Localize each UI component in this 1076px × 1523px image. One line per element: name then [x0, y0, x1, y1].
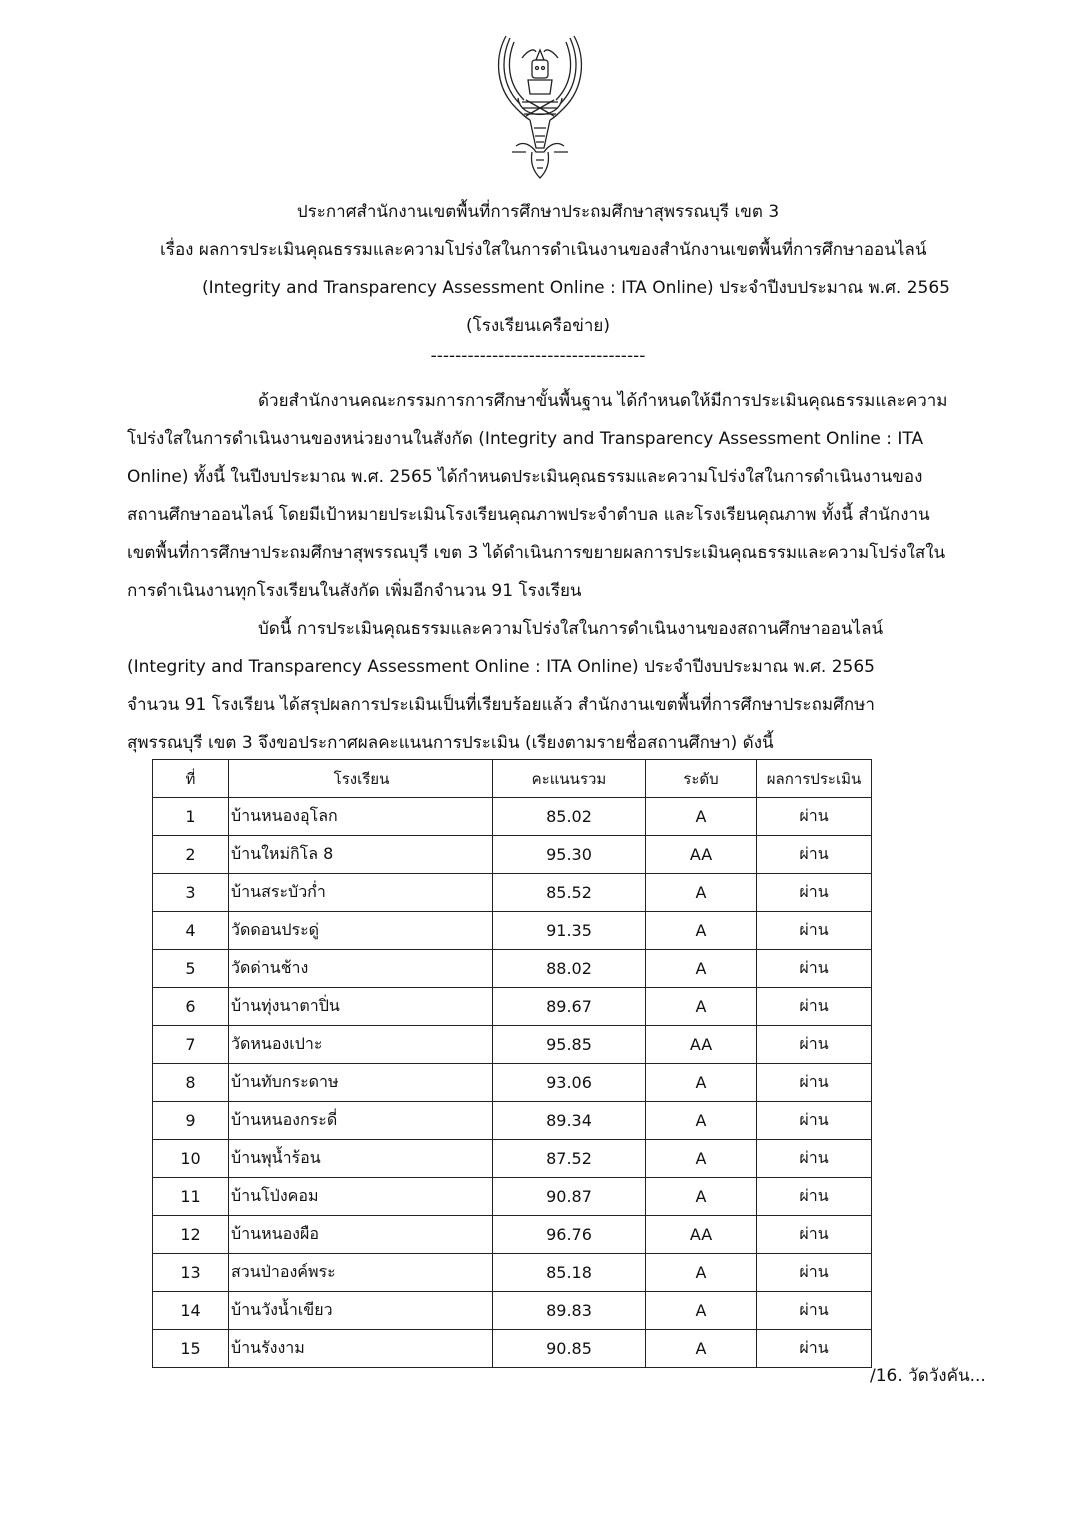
table-row	[153, 1216, 872, 1254]
assessment-result: ผ่าน	[757, 1292, 872, 1330]
paragraph-1-line-6: การดำเนินงานทุกโรงเรียนในสังกัด เพิ่มอีกจำนวน 91 โรงเรียน	[127, 581, 582, 601]
total-score: 85.02	[493, 798, 646, 836]
total-score: 91.35	[493, 912, 646, 950]
total-score: 90.85	[493, 1330, 646, 1368]
paragraph-2-line-3: จำนวน 91 โรงเรียน ได้สรุปผลการประเมินเป็นที่เรียบร้อยแล้ว สำนักงานเขตพื้นที่การศึกษาประถมศึกษา	[127, 695, 875, 715]
school-name: วัดหนองเปาะ	[229, 1026, 493, 1064]
level: A	[646, 1178, 757, 1216]
school-name: บ้านวังน้ำเขียว	[229, 1292, 493, 1330]
total-score: 95.85	[493, 1026, 646, 1064]
title-divider: -----------------------------------	[430, 346, 646, 366]
results-table	[152, 759, 872, 1368]
school-name: วัดด่านช้าง	[229, 950, 493, 988]
announcement-title: ประกาศสำนักงานเขตพื้นที่การศึกษาประถมศึกษาสุพรรณบุรี เขต 3	[296, 202, 780, 222]
table-row	[153, 1140, 872, 1178]
total-score: 93.06	[493, 1064, 646, 1102]
table-row	[153, 950, 872, 988]
assessment-result: ผ่าน	[757, 988, 872, 1026]
level: A	[646, 1330, 757, 1368]
subject-line: เรื่อง ผลการประเมินคุณธรรมและความโปร่งใสในการดำเนินงานของสำนักงานเขตพื้นที่การศึกษาออนไลน์	[160, 240, 927, 260]
assessment-result: ผ่าน	[757, 1064, 872, 1102]
row-number: 6	[153, 988, 229, 1026]
paragraph-2-line-1: บัดนี้ การประเมินคุณธรรมและความโปร่งใสในการดำเนินงานของสถานศึกษาออนไลน์	[258, 619, 884, 639]
table-header-row	[153, 760, 872, 798]
row-number: 7	[153, 1026, 229, 1064]
school-name: บ้านทับกระดาษ	[229, 1064, 493, 1102]
paragraph-1-line-2: โปร่งใสในการดำเนินงานของหน่วยงานในสังกัด (Integrity and Transparency Assessment Online : ITA	[127, 429, 924, 449]
assessment-result: ผ่าน	[757, 1140, 872, 1178]
school-name: บ้านพุน้ำร้อน	[229, 1140, 493, 1178]
total-score: 96.76	[493, 1216, 646, 1254]
table-row	[153, 1064, 872, 1102]
assessment-result: ผ่าน	[757, 912, 872, 950]
assessment-result: ผ่าน	[757, 1216, 872, 1254]
table-row	[153, 912, 872, 950]
header-level: ระดับ	[646, 760, 757, 798]
row-number: 13	[153, 1254, 229, 1292]
assessment-result: ผ่าน	[757, 1178, 872, 1216]
row-number: 1	[153, 798, 229, 836]
school-name: บ้านรังงาม	[229, 1330, 493, 1368]
table-row	[153, 1026, 872, 1064]
row-number: 10	[153, 1140, 229, 1178]
assessment-result: ผ่าน	[757, 950, 872, 988]
subject-line-english: (Integrity and Transparency Assessment Online : ITA Online) ประจำปีงบประมาณ พ.ศ. 2565	[202, 278, 950, 298]
header-score: คะแนนรวม	[493, 760, 646, 798]
table-row	[153, 1254, 872, 1292]
level: A	[646, 874, 757, 912]
level: AA	[646, 836, 757, 874]
assessment-result: ผ่าน	[757, 836, 872, 874]
total-score: 89.67	[493, 988, 646, 1026]
school-name: บ้านหนองอุโลก	[229, 798, 493, 836]
level: A	[646, 798, 757, 836]
level: AA	[646, 1216, 757, 1254]
school-name: วัดดอนประดู่	[229, 912, 493, 950]
level: A	[646, 1292, 757, 1330]
assessment-result: ผ่าน	[757, 1330, 872, 1368]
row-number: 15	[153, 1330, 229, 1368]
level: A	[646, 1254, 757, 1292]
paragraph-1-line-3: Online) ทั้งนี้ ในปีงบประมาณ พ.ศ. 2565 ได้กำหนดประเมินคุณธรรมและความโปร่งใสในการดำเนินงานของ	[127, 467, 923, 487]
total-score: 95.30	[493, 836, 646, 874]
school-name: บ้านโป่งคอม	[229, 1178, 493, 1216]
assessment-result: ผ่าน	[757, 1026, 872, 1064]
total-score: 89.34	[493, 1102, 646, 1140]
header-no: ที่	[153, 760, 229, 798]
level: A	[646, 1140, 757, 1178]
assessment-result: ผ่าน	[757, 1102, 872, 1140]
school-name: บ้านสระบัวก่ำ	[229, 874, 493, 912]
header-school: โรงเรียน	[229, 760, 493, 798]
school-name: บ้านหนองผือ	[229, 1216, 493, 1254]
level: A	[646, 950, 757, 988]
paragraph-1-line-1: ด้วยสำนักงานคณะกรรมการการศึกษาขั้นพื้นฐาน ได้กำหนดให้มีการประเมินคุณธรรมและความ	[258, 391, 948, 411]
paragraph-2-line-2: (Integrity and Transparency Assessment Online : ITA Online) ประจำปีงบประมาณ พ.ศ. 2565	[127, 657, 875, 677]
table-row	[153, 836, 872, 874]
garuda-emblem-icon	[486, 28, 594, 188]
row-number: 5	[153, 950, 229, 988]
total-score: 88.02	[493, 950, 646, 988]
paragraph-2-line-4: สุพรรณบุรี เขต 3 จึงขอประกาศผลคะแนนการประเมิน (เรียงตามรายชื่อสถานศึกษา) ดังนี้	[127, 733, 774, 753]
table-row	[153, 874, 872, 912]
total-score: 85.52	[493, 874, 646, 912]
continuation-note: /16. วัดวังคัน...	[870, 1366, 986, 1386]
school-name: สวนป่าองค์พระ	[229, 1254, 493, 1292]
school-name: บ้านหนองกระดี่	[229, 1102, 493, 1140]
table-row	[153, 1330, 872, 1368]
table-row	[153, 1292, 872, 1330]
level: A	[646, 1064, 757, 1102]
row-number: 14	[153, 1292, 229, 1330]
row-number: 11	[153, 1178, 229, 1216]
total-score: 85.18	[493, 1254, 646, 1292]
total-score: 90.87	[493, 1178, 646, 1216]
row-number: 2	[153, 836, 229, 874]
assessment-result: ผ่าน	[757, 798, 872, 836]
row-number: 4	[153, 912, 229, 950]
assessment-result: ผ่าน	[757, 1254, 872, 1292]
total-score: 87.52	[493, 1140, 646, 1178]
level: AA	[646, 1026, 757, 1064]
total-score: 89.83	[493, 1292, 646, 1330]
row-number: 9	[153, 1102, 229, 1140]
table-row	[153, 988, 872, 1026]
header-result: ผลการประเมิน	[757, 760, 872, 798]
paragraph-1-line-5: เขตพื้นที่การศึกษาประถมศึกษาสุพรรณบุรี เขต 3 ได้ดำเนินการขยายผลการประเมินคุณธรรมและความโปร่งใสใน	[127, 543, 946, 563]
level: A	[646, 1102, 757, 1140]
level: A	[646, 912, 757, 950]
row-number: 12	[153, 1216, 229, 1254]
table-row	[153, 1102, 872, 1140]
row-number: 3	[153, 874, 229, 912]
table-row	[153, 1178, 872, 1216]
table-row	[153, 798, 872, 836]
paragraph-1-line-4: สถานศึกษาออนไลน์ โดยมีเป้าหมายประเมินโรงเรียนคุณภาพประจำตำบล และโรงเรียนคุณภาพ ทั้งนี้ สำนักงาน	[127, 505, 930, 525]
level: A	[646, 988, 757, 1026]
school-name: บ้านทุ่งนาตาปิ่น	[229, 988, 493, 1026]
subject-subtitle: (โรงเรียนเครือข่าย)	[465, 316, 610, 336]
assessment-result: ผ่าน	[757, 874, 872, 912]
row-number: 8	[153, 1064, 229, 1102]
school-name: บ้านใหม่กิโล 8	[229, 836, 493, 874]
